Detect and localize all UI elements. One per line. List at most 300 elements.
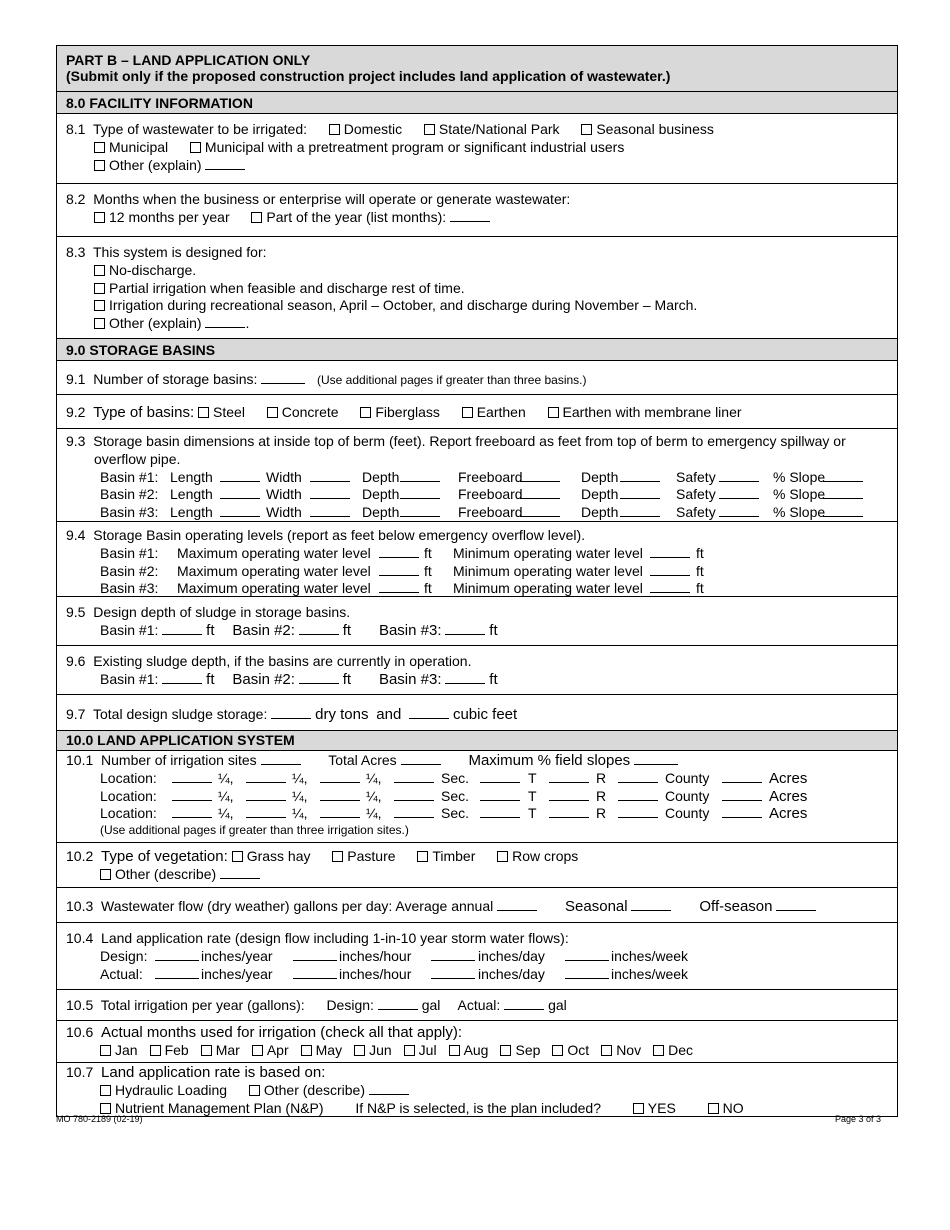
section-label: Sec. [441, 769, 470, 786]
depth-field[interactable] [620, 504, 660, 517]
question-text: Type of basins: [93, 404, 195, 421]
unit-inches-year: inches/year [201, 947, 273, 964]
label-fiberglass: Fiberglass [375, 404, 440, 420]
section-label: Sec. [441, 805, 470, 822]
design-gallons-field[interactable] [378, 997, 418, 1010]
total-acres-field[interactable] [401, 752, 441, 765]
quarter-label: ¼, [366, 805, 382, 822]
seasonal-field[interactable] [631, 898, 671, 911]
quarter-field[interactable] [394, 805, 434, 818]
county-label: County [665, 805, 710, 822]
quarter-label: ¼, [218, 805, 234, 822]
label-length: Length [170, 504, 213, 521]
checkbox-12-months[interactable] [94, 212, 105, 223]
offseason-label: Off-season [699, 898, 773, 915]
q-number: 9.2 [66, 404, 86, 420]
quarter-label: ¼, [292, 769, 308, 786]
rate-row-actual [100, 966, 888, 984]
label-month-feb: Feb [164, 1041, 189, 1058]
location-row [100, 788, 888, 806]
checkbox-month-sep[interactable] [500, 1045, 511, 1056]
q-number: 9.4 [66, 527, 86, 543]
label-part-year: Part of the year (list months): [266, 208, 447, 225]
county-field[interactable] [722, 788, 762, 801]
rate-field[interactable] [431, 966, 475, 979]
min-level-field[interactable] [650, 580, 690, 593]
rate-field[interactable] [431, 948, 475, 961]
quarter-field[interactable] [394, 770, 434, 783]
label-month-dec: Dec [668, 1041, 693, 1058]
q-number: 9.7 [66, 706, 86, 722]
question-9-5 [57, 597, 897, 646]
checkbox-month-dec[interactable] [653, 1045, 664, 1056]
checkbox-partial-irrigation[interactable] [94, 283, 105, 294]
unit-cubic-feet: cubic feet [452, 706, 518, 723]
label-month-aug: Aug [463, 1041, 489, 1058]
seasonal-label: Seasonal [565, 898, 628, 915]
basin-dimension-row [100, 486, 888, 504]
label-steel: Steel [213, 404, 245, 420]
label-min-level: Minimum operating water level [453, 544, 643, 561]
period: . [245, 315, 250, 332]
question-text: Actual months used for irrigation (check all that apply): [101, 1024, 463, 1041]
label-slope: % Slope [773, 504, 826, 521]
and-label: and [376, 706, 402, 723]
unit-ft: ft [696, 544, 704, 561]
checkbox-state-park[interactable] [424, 124, 435, 135]
quarter-field[interactable] [320, 770, 360, 783]
county-field[interactable] [722, 805, 762, 818]
checkbox-month-may[interactable] [301, 1045, 312, 1056]
unit-inches-week: inches/week [611, 947, 689, 964]
question-text: Storage Basin operating levels (report as feet below emergency overflow level). [93, 527, 586, 543]
label-month-jan: Jan [115, 1041, 138, 1058]
checkbox-grass-hay[interactable] [232, 851, 243, 862]
label-hydraulic-loading: Hydraulic Loading [115, 1081, 228, 1098]
checkbox-other-basis[interactable] [249, 1085, 260, 1096]
question-text: Months when the business or enterprise will operate or generate wastewater: [93, 191, 571, 207]
max-level-field[interactable] [379, 580, 419, 593]
q-number: 10.4 [66, 930, 94, 946]
checkbox-month-aug[interactable] [449, 1045, 460, 1056]
question-text: Total design sludge storage: [93, 706, 268, 722]
quarter-field[interactable] [172, 805, 212, 818]
rate-field[interactable] [565, 966, 609, 979]
checkbox-month-feb[interactable] [150, 1045, 161, 1056]
location-row [100, 770, 888, 788]
label-month-mar: Mar [215, 1041, 240, 1058]
label-width: Width [266, 486, 302, 503]
max-level-field[interactable] [379, 563, 419, 576]
length-field[interactable] [220, 469, 260, 482]
label-month-jul: Jul [418, 1041, 437, 1058]
checkbox-municipal[interactable] [94, 142, 105, 153]
basin-2-label: Basin #2: [232, 670, 295, 688]
question-10-2 [57, 843, 897, 888]
question-text: Existing sludge depth, if the basins are currently in operation. [93, 653, 472, 669]
label-depth: Depth [362, 504, 400, 521]
q-number: 8.3 [66, 244, 86, 260]
label-domestic: Domestic [343, 121, 403, 137]
unit-gal: gal [548, 997, 567, 1013]
label-pasture: Pasture [347, 848, 396, 864]
quarter-label: ¼, [366, 769, 382, 786]
slope-field[interactable] [823, 504, 863, 517]
label-freeboard: Freeboard [458, 504, 523, 521]
checkbox-recreational-season[interactable] [94, 300, 105, 311]
basin-label: Basin #1: [100, 544, 159, 561]
offseason-field[interactable] [776, 898, 816, 911]
label-month-sep: Sep [515, 1041, 541, 1058]
rate-field[interactable] [293, 948, 337, 961]
width-field[interactable] [310, 469, 350, 482]
county-label: County [665, 787, 710, 804]
location-row [100, 805, 888, 823]
section-10-header: 10.0 LAND APPLICATION SYSTEM [57, 731, 897, 751]
slope-field[interactable] [823, 469, 863, 482]
label-row-crops: Row crops [512, 848, 579, 864]
range-field[interactable] [618, 770, 658, 783]
depth-field[interactable] [400, 504, 440, 517]
question-8-1 [57, 114, 897, 184]
basin-3-label: Basin #3: [378, 621, 442, 639]
np-question: If N&P is selected, is the plan included? [355, 1099, 601, 1116]
unit-inches-year: inches/year [201, 965, 273, 982]
dry-tons-field[interactable] [271, 706, 311, 719]
unit-ft: ft [489, 670, 498, 688]
irrigation-sites-field[interactable] [261, 752, 301, 765]
basin-3-existing-field[interactable] [445, 671, 485, 684]
checkbox-month-jul[interactable] [404, 1045, 415, 1056]
section-field[interactable] [480, 788, 520, 801]
township-field[interactable] [549, 805, 589, 818]
basin-1-label: Basin #1: [100, 621, 159, 638]
label-slope: % Slope [773, 486, 826, 503]
checkbox-yes[interactable] [633, 1103, 644, 1114]
unit-ft: ft [206, 670, 215, 688]
label-no: NO [722, 1099, 744, 1116]
rate-field[interactable] [155, 948, 199, 961]
location-label: Location: [100, 787, 157, 804]
application-rate-rows [66, 948, 888, 984]
label-nutrient-plan: Nutrient Management Plan (N&P) [115, 1099, 324, 1116]
label-month-nov: Nov [616, 1041, 642, 1058]
label-partial-irrigation: Partial irrigation when feasible and discharge rest of time. [109, 279, 465, 296]
question-9-2 [57, 395, 897, 429]
checkbox-earthen-liner[interactable] [548, 407, 559, 418]
freeboard-field[interactable] [520, 469, 560, 482]
range-label: R [596, 787, 607, 804]
basin-3-sludge-field[interactable] [445, 622, 485, 635]
label-grass-hay: Grass hay [246, 848, 311, 864]
question-text: Type of wastewater to be irrigated: [93, 121, 307, 137]
cubic-feet-field[interactable] [409, 706, 449, 719]
checkbox-month-mar[interactable] [201, 1045, 212, 1056]
location-rows [66, 770, 888, 823]
quarter-field[interactable] [172, 770, 212, 783]
label-other-explain: Other (explain) [109, 315, 202, 332]
other-vegetation-field[interactable] [220, 866, 260, 879]
basins-note: (Use additional pages if greater than three basins.) [317, 373, 587, 387]
min-level-field[interactable] [650, 563, 690, 576]
q-number: 10.3 [66, 898, 94, 914]
checkbox-pasture[interactable] [332, 851, 343, 862]
range-label: R [596, 769, 607, 786]
question-9-7 [57, 695, 897, 731]
q-number: 10.5 [66, 997, 94, 1013]
township-field[interactable] [549, 770, 589, 783]
section-field[interactable] [480, 805, 520, 818]
question-text: Storage basin dimensions at inside top of berm (feet). Report freeboard as feet from top of berm to emergency spillway or [93, 433, 846, 449]
checkbox-no[interactable] [708, 1103, 719, 1114]
months-list-field[interactable] [450, 209, 490, 222]
label-length: Length [170, 468, 213, 485]
label-max-level: Maximum operating water level [177, 562, 371, 579]
basin-1-sludge-field[interactable] [162, 622, 202, 635]
question-text: Type of vegetation: [101, 848, 228, 865]
acres-label: Acres [769, 787, 808, 805]
slope-field[interactable] [823, 486, 863, 499]
question-10-3 [57, 888, 897, 923]
checkbox-month-nov[interactable] [601, 1045, 612, 1056]
label-municipal-pretreatment: Municipal with a pretreatment program or significant industrial users [204, 138, 625, 155]
checkbox-no-discharge[interactable] [94, 265, 105, 276]
unit-ft: ft [342, 621, 352, 639]
label-width: Width [266, 504, 302, 521]
label-width: Width [266, 468, 302, 485]
section-9-header: 9.0 STORAGE BASINS [57, 339, 897, 361]
county-field[interactable] [722, 770, 762, 783]
label-depth: Depth [581, 486, 619, 503]
question-9-6 [57, 646, 897, 695]
quarter-field[interactable] [246, 770, 286, 783]
number-basins-field[interactable] [261, 371, 305, 384]
safety-field[interactable] [719, 486, 759, 499]
quarter-field[interactable] [172, 788, 212, 801]
label-freeboard: Freeboard [458, 486, 523, 503]
question-text: Land application rate (design flow including 1-in-10 year storm water flows): [101, 930, 569, 946]
unit-inches-week: inches/week [611, 965, 689, 982]
basin-label: Basin #2: [100, 562, 159, 579]
quarter-label: ¼, [218, 787, 234, 804]
checkbox-timber[interactable] [417, 851, 428, 862]
basin-2-existing-field[interactable] [299, 671, 339, 684]
label-earthen: Earthen [476, 404, 526, 420]
q-number: 10.7 [66, 1064, 94, 1080]
form-number: MO 780-2189 (02-19) [56, 1114, 143, 1124]
label-safety: Safety [676, 504, 716, 521]
question-8-2 [57, 184, 897, 237]
section-label: Sec. [441, 787, 470, 804]
label-month-may: May [315, 1041, 343, 1058]
unit-ft: ft [489, 621, 498, 639]
quarter-field[interactable] [320, 788, 360, 801]
label-earthen-liner: Earthen with membrane liner [562, 404, 742, 420]
label-month-jun: Jun [369, 1041, 392, 1058]
q-number: 10.6 [66, 1024, 94, 1040]
basin-1-existing-field[interactable] [162, 671, 202, 684]
question-text: Total irrigation per year (gallons): [100, 997, 305, 1013]
design-label: Design: [100, 947, 148, 964]
checkbox-nutrient-plan[interactable] [100, 1103, 111, 1114]
quarter-field[interactable] [246, 805, 286, 818]
question-10-6 [57, 1021, 897, 1063]
question-10-5 [57, 990, 897, 1021]
checkbox-concrete[interactable] [267, 407, 278, 418]
quarter-field[interactable] [246, 788, 286, 801]
unit-inches-day: inches/day [478, 947, 545, 964]
label-concrete: Concrete [281, 404, 339, 420]
design-label: Design: [326, 997, 374, 1013]
section-8-header: 8.0 FACILITY INFORMATION [57, 92, 897, 114]
land-application-form [56, 45, 898, 1117]
depth-field[interactable] [620, 469, 660, 482]
q-number: 9.5 [66, 604, 86, 620]
checkbox-other-vegetation[interactable] [100, 869, 111, 880]
checkbox-domestic[interactable] [329, 124, 340, 135]
question-text: Number of irrigation sites [101, 752, 257, 768]
q-number: 9.3 [66, 433, 86, 449]
quarter-label: ¼, [292, 805, 308, 822]
freeboard-field[interactable] [520, 504, 560, 517]
basin-dimension-row [100, 504, 888, 522]
label-freeboard: Freeboard [458, 468, 523, 485]
field-slopes-label: Maximum % field slopes [468, 752, 631, 769]
checkbox-month-apr[interactable] [252, 1045, 263, 1056]
question-8-3 [57, 237, 897, 339]
rate-field[interactable] [565, 948, 609, 961]
depth-field[interactable] [400, 486, 440, 499]
basin-2-sludge-field[interactable] [299, 622, 339, 635]
range-field[interactable] [618, 805, 658, 818]
basin-label: Basin #2: [100, 486, 159, 503]
quarter-field[interactable] [394, 788, 434, 801]
checkbox-row-crops[interactable] [497, 851, 508, 862]
other-explain-field[interactable] [205, 157, 245, 170]
actual-gallons-field[interactable] [504, 997, 544, 1010]
label-depth: Depth [362, 486, 400, 503]
question-9-1 [57, 361, 897, 395]
unit-ft: ft [424, 580, 432, 597]
freeboard-field[interactable] [520, 486, 560, 499]
unit-ft: ft [696, 562, 704, 579]
part-b-subtitle: (Submit only if the proposed construction project includes land application of wastewater.) [66, 68, 671, 84]
part-b-header [57, 46, 897, 92]
label-min-level: Minimum operating water level [453, 580, 643, 597]
acres-label: Acres [769, 805, 808, 823]
township-field[interactable] [549, 788, 589, 801]
q-number: 10.1 [66, 752, 94, 768]
quarter-label: ¼, [218, 769, 234, 786]
unit-ft: ft [696, 580, 704, 597]
checkbox-hydraulic-loading[interactable] [100, 1085, 111, 1096]
location-label: Location: [100, 769, 157, 786]
location-label: Location: [100, 805, 157, 822]
question-9-3 [57, 429, 897, 522]
checkbox-part-year[interactable] [251, 212, 262, 223]
label-depth: Depth [362, 468, 400, 485]
max-level-field[interactable] [379, 545, 419, 558]
checkbox-month-jun[interactable] [354, 1045, 365, 1056]
question-9-4 [57, 522, 897, 597]
basin-dimension-row [100, 469, 888, 487]
question-text: Design depth of sludge in storage basins. [93, 604, 351, 620]
acres-label: Acres [769, 769, 808, 787]
depth-field[interactable] [400, 469, 440, 482]
section-field[interactable] [480, 770, 520, 783]
q-number: 10.2 [66, 848, 94, 864]
label-month-apr: Apr [266, 1041, 289, 1058]
length-field[interactable] [220, 486, 260, 499]
checkbox-municipal-pretreatment[interactable] [190, 142, 201, 153]
checkbox-month-jan[interactable] [100, 1045, 111, 1056]
basin-level-row [100, 545, 888, 563]
label-depth: Depth [581, 468, 619, 485]
other-basis-field[interactable] [369, 1082, 409, 1095]
checkbox-other-wastewater[interactable] [94, 160, 105, 171]
part-b-title: PART B – LAND APPLICATION ONLY [66, 52, 311, 68]
township-label: T [528, 769, 537, 786]
range-field[interactable] [618, 788, 658, 801]
label-recreational-season: Irrigation during recreational season, April – October, and discharge during November – March. [109, 297, 698, 314]
field-slopes-field[interactable] [634, 752, 678, 765]
label-max-level: Maximum operating water level [177, 544, 371, 561]
quarter-label: ¼, [292, 787, 308, 804]
basin-1-label: Basin #1: [100, 670, 159, 687]
basin-level-row [100, 580, 888, 598]
unit-inches-hour: inches/hour [339, 947, 412, 964]
safety-field[interactable] [719, 469, 759, 482]
label-safety: Safety [676, 486, 716, 503]
months-row [66, 1042, 888, 1060]
rate-field[interactable] [155, 966, 199, 979]
width-field[interactable] [310, 504, 350, 517]
length-field[interactable] [220, 504, 260, 517]
rate-row-design [100, 948, 888, 966]
actual-label: Actual: [457, 997, 501, 1013]
checkbox-month-oct[interactable] [552, 1045, 563, 1056]
label-yes: YES [647, 1099, 676, 1116]
label-slope: % Slope [773, 468, 826, 485]
width-field[interactable] [310, 486, 350, 499]
checkbox-other-design[interactable] [94, 318, 105, 329]
checkbox-earthen[interactable] [462, 407, 473, 418]
average-annual-field[interactable] [497, 898, 537, 911]
checkbox-seasonal-business[interactable] [581, 124, 592, 135]
min-level-field[interactable] [650, 545, 690, 558]
unit-gal: gal [421, 997, 441, 1013]
unit-inches-hour: inches/hour [339, 965, 412, 982]
checkbox-steel[interactable] [198, 407, 209, 418]
unit-ft: ft [424, 562, 432, 579]
other-design-field[interactable] [205, 315, 245, 328]
q-number: 8.1 [66, 121, 86, 137]
label-timber: Timber [432, 848, 476, 864]
depth-field[interactable] [620, 486, 660, 499]
rate-field[interactable] [293, 966, 337, 979]
label-length: Length [170, 486, 213, 503]
checkbox-fiberglass[interactable] [360, 407, 371, 418]
basin-2-label: Basin #2: [232, 621, 295, 639]
label-seasonal-business: Seasonal business [596, 121, 714, 137]
safety-field[interactable] [719, 504, 759, 517]
question-text: This system is designed for: [93, 244, 267, 260]
question-10-7 [57, 1063, 897, 1116]
total-acres-label: Total Acres [328, 752, 397, 768]
label-depth: Depth [581, 504, 619, 521]
quarter-field[interactable] [320, 805, 360, 818]
q-number: 9.1 [66, 371, 86, 387]
